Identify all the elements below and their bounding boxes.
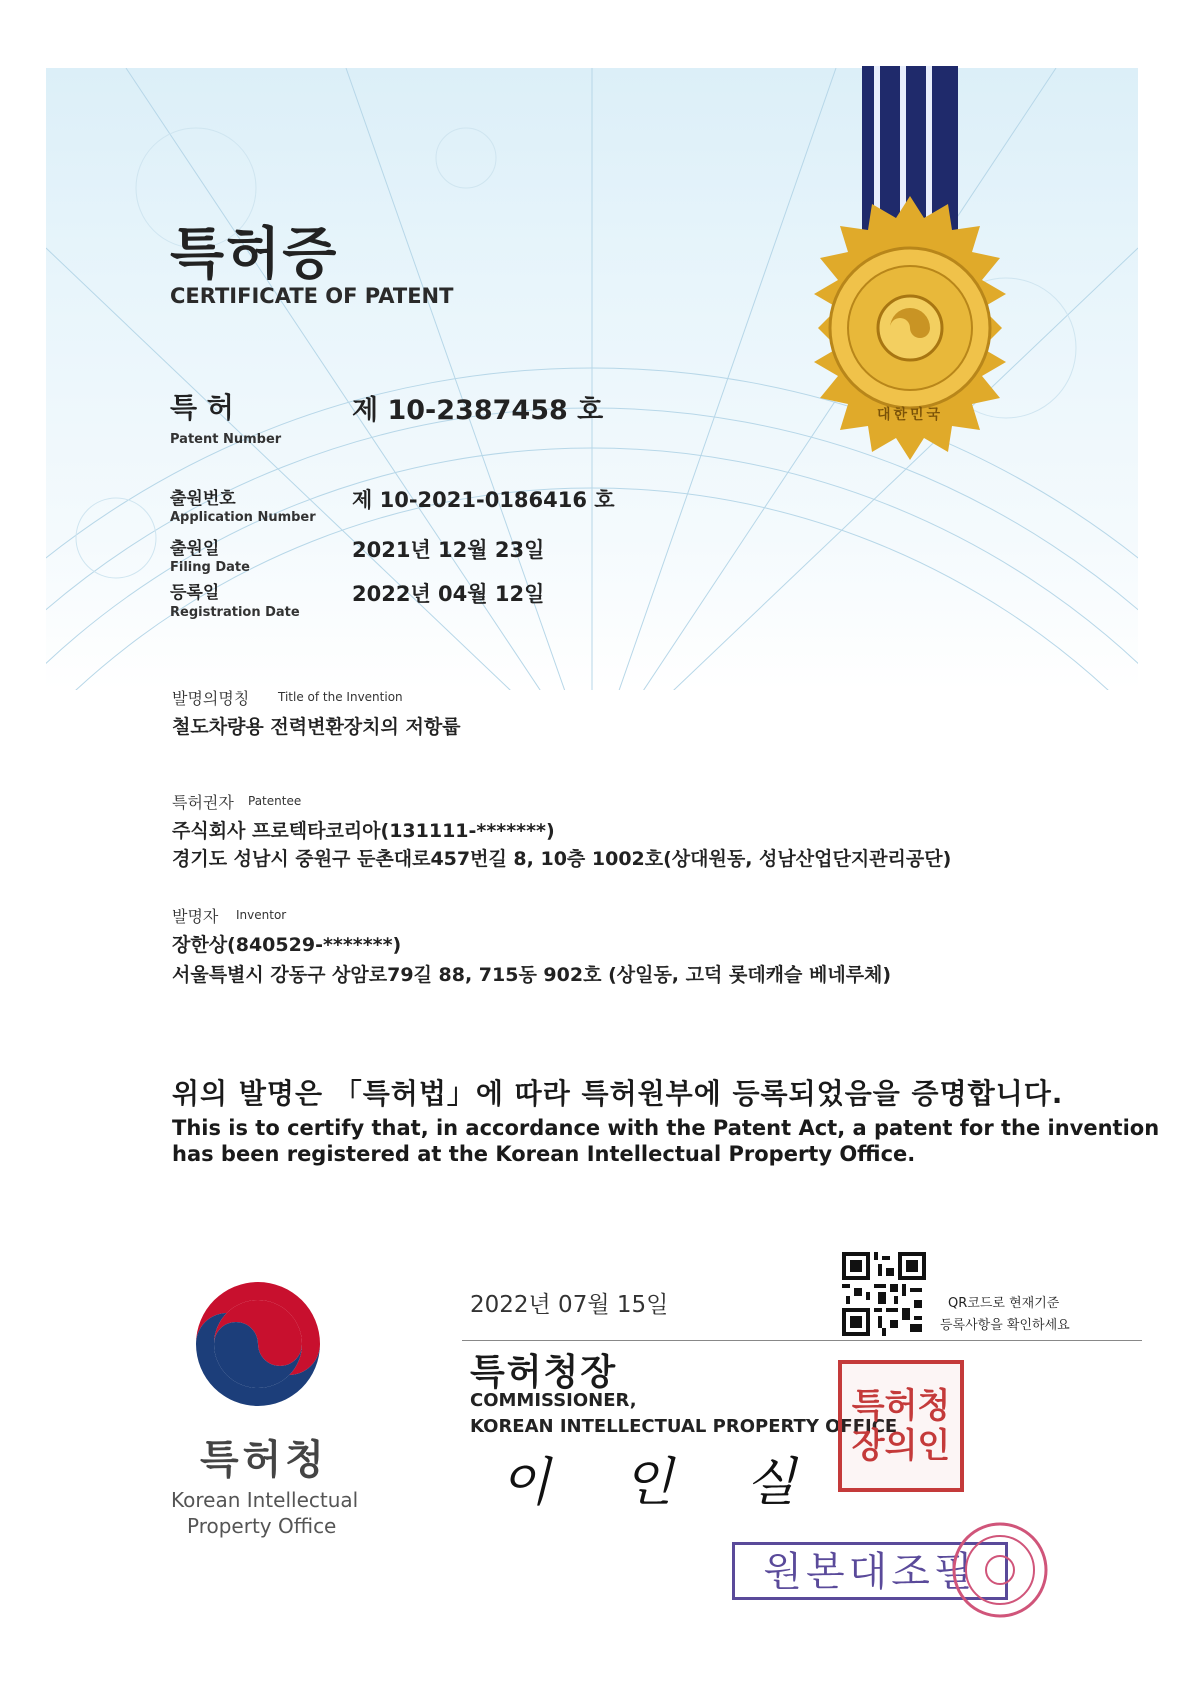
commissioner-title-en-line2: KOREAN INTELLECTUAL PROPERTY OFFICE	[470, 1416, 898, 1437]
inventor-label-kr: 발명자	[172, 907, 219, 926]
patentee-label-kr: 특허권자	[172, 793, 234, 812]
application-number-value: 제 10-2021-0186416 호	[352, 488, 615, 512]
office-name-en-line2: Property Office	[187, 1514, 337, 1538]
gold-medal	[770, 66, 1050, 466]
office-name-en-line1: Korean Intellectual	[171, 1488, 359, 1512]
kipo-logo	[194, 1280, 322, 1408]
filing-date-value: 2021년 12월 23일	[352, 538, 545, 562]
commissioner-title-kr: 특허청장	[470, 1352, 618, 1393]
patent-number-label-kr: 특 허	[170, 391, 234, 424]
registration-date-label-en: Registration Date	[170, 605, 300, 620]
qr-note-line1: QR코드로 현재기준	[948, 1296, 1060, 1311]
certified-copy-stamp: 원본대조필	[732, 1542, 1008, 1600]
certification-statement-en-line2: has been registered at the Korean Intellectual Property Office.	[172, 1142, 916, 1166]
filing-date-label-kr: 출원일	[170, 539, 220, 559]
official-seal-text: 특허청장의인	[851, 1386, 951, 1466]
application-number-label-kr: 출원번호	[170, 489, 236, 509]
patent-number-value: 제 10-2387458 호	[352, 395, 604, 426]
office-name-kr: 특허청	[200, 1437, 328, 1483]
medal-ribbon-text: 대한민국	[876, 407, 944, 423]
issue-date: 2022년 07월 15일	[470, 1292, 669, 1318]
patent-number-label-en: Patent Number	[170, 432, 282, 447]
filing-date-label-en: Filing Date	[170, 560, 250, 575]
patentee-address: 경기도 성남시 중원구 둔촌대로457번길 8, 10층 1002호(상대원동, 성남산업단지관리공단)	[172, 848, 952, 870]
round-stamp	[950, 1520, 1050, 1620]
commissioner-title-en-line1: COMMISSIONER,	[470, 1390, 637, 1411]
inventor-address: 서울특별시 강동구 상암로79길 88, 715동 902호 (상일동, 고덕 롯데캐슬 베네루체)	[172, 964, 892, 986]
invention-label-kr: 발명의명칭	[172, 689, 250, 708]
official-seal	[838, 1360, 964, 1492]
qr-note-line2: 등록사항을 확인하세요	[940, 1318, 1070, 1333]
signature-divider	[462, 1340, 1142, 1341]
commissioner-signature: 이 인 실	[500, 1453, 824, 1513]
certification-statement-en-line1: This is to certify that, in accordance with the Patent Act, a patent for the invention	[172, 1116, 1160, 1140]
invention-title-value: 철도차량용 전력변환장치의 저항룹	[172, 716, 461, 738]
patentee-label-en: Patentee	[248, 794, 302, 808]
qr-code[interactable]	[842, 1252, 926, 1336]
inventor-label-en: Inventor	[236, 908, 287, 922]
certificate-title-en: CERTIFICATE OF PATENT	[170, 284, 454, 308]
invention-label-en: Title of the Invention	[278, 690, 403, 704]
certification-statement-kr: 위의 발명은 「특허법」에 따라 특허원부에 등록되었음을 증명합니다.	[172, 1077, 1064, 1110]
application-number-label-en: Application Number	[170, 510, 316, 525]
patentee-name: 주식회사 프로텍타코리아(131111-*******)	[172, 820, 555, 842]
registration-date-label-kr: 등록일	[170, 583, 220, 603]
inventor-name: 장한상(840529-*******)	[172, 934, 402, 956]
registration-date-value: 2022년 04월 12일	[352, 582, 545, 606]
certificate-title-kr: 특허증	[170, 222, 339, 287]
